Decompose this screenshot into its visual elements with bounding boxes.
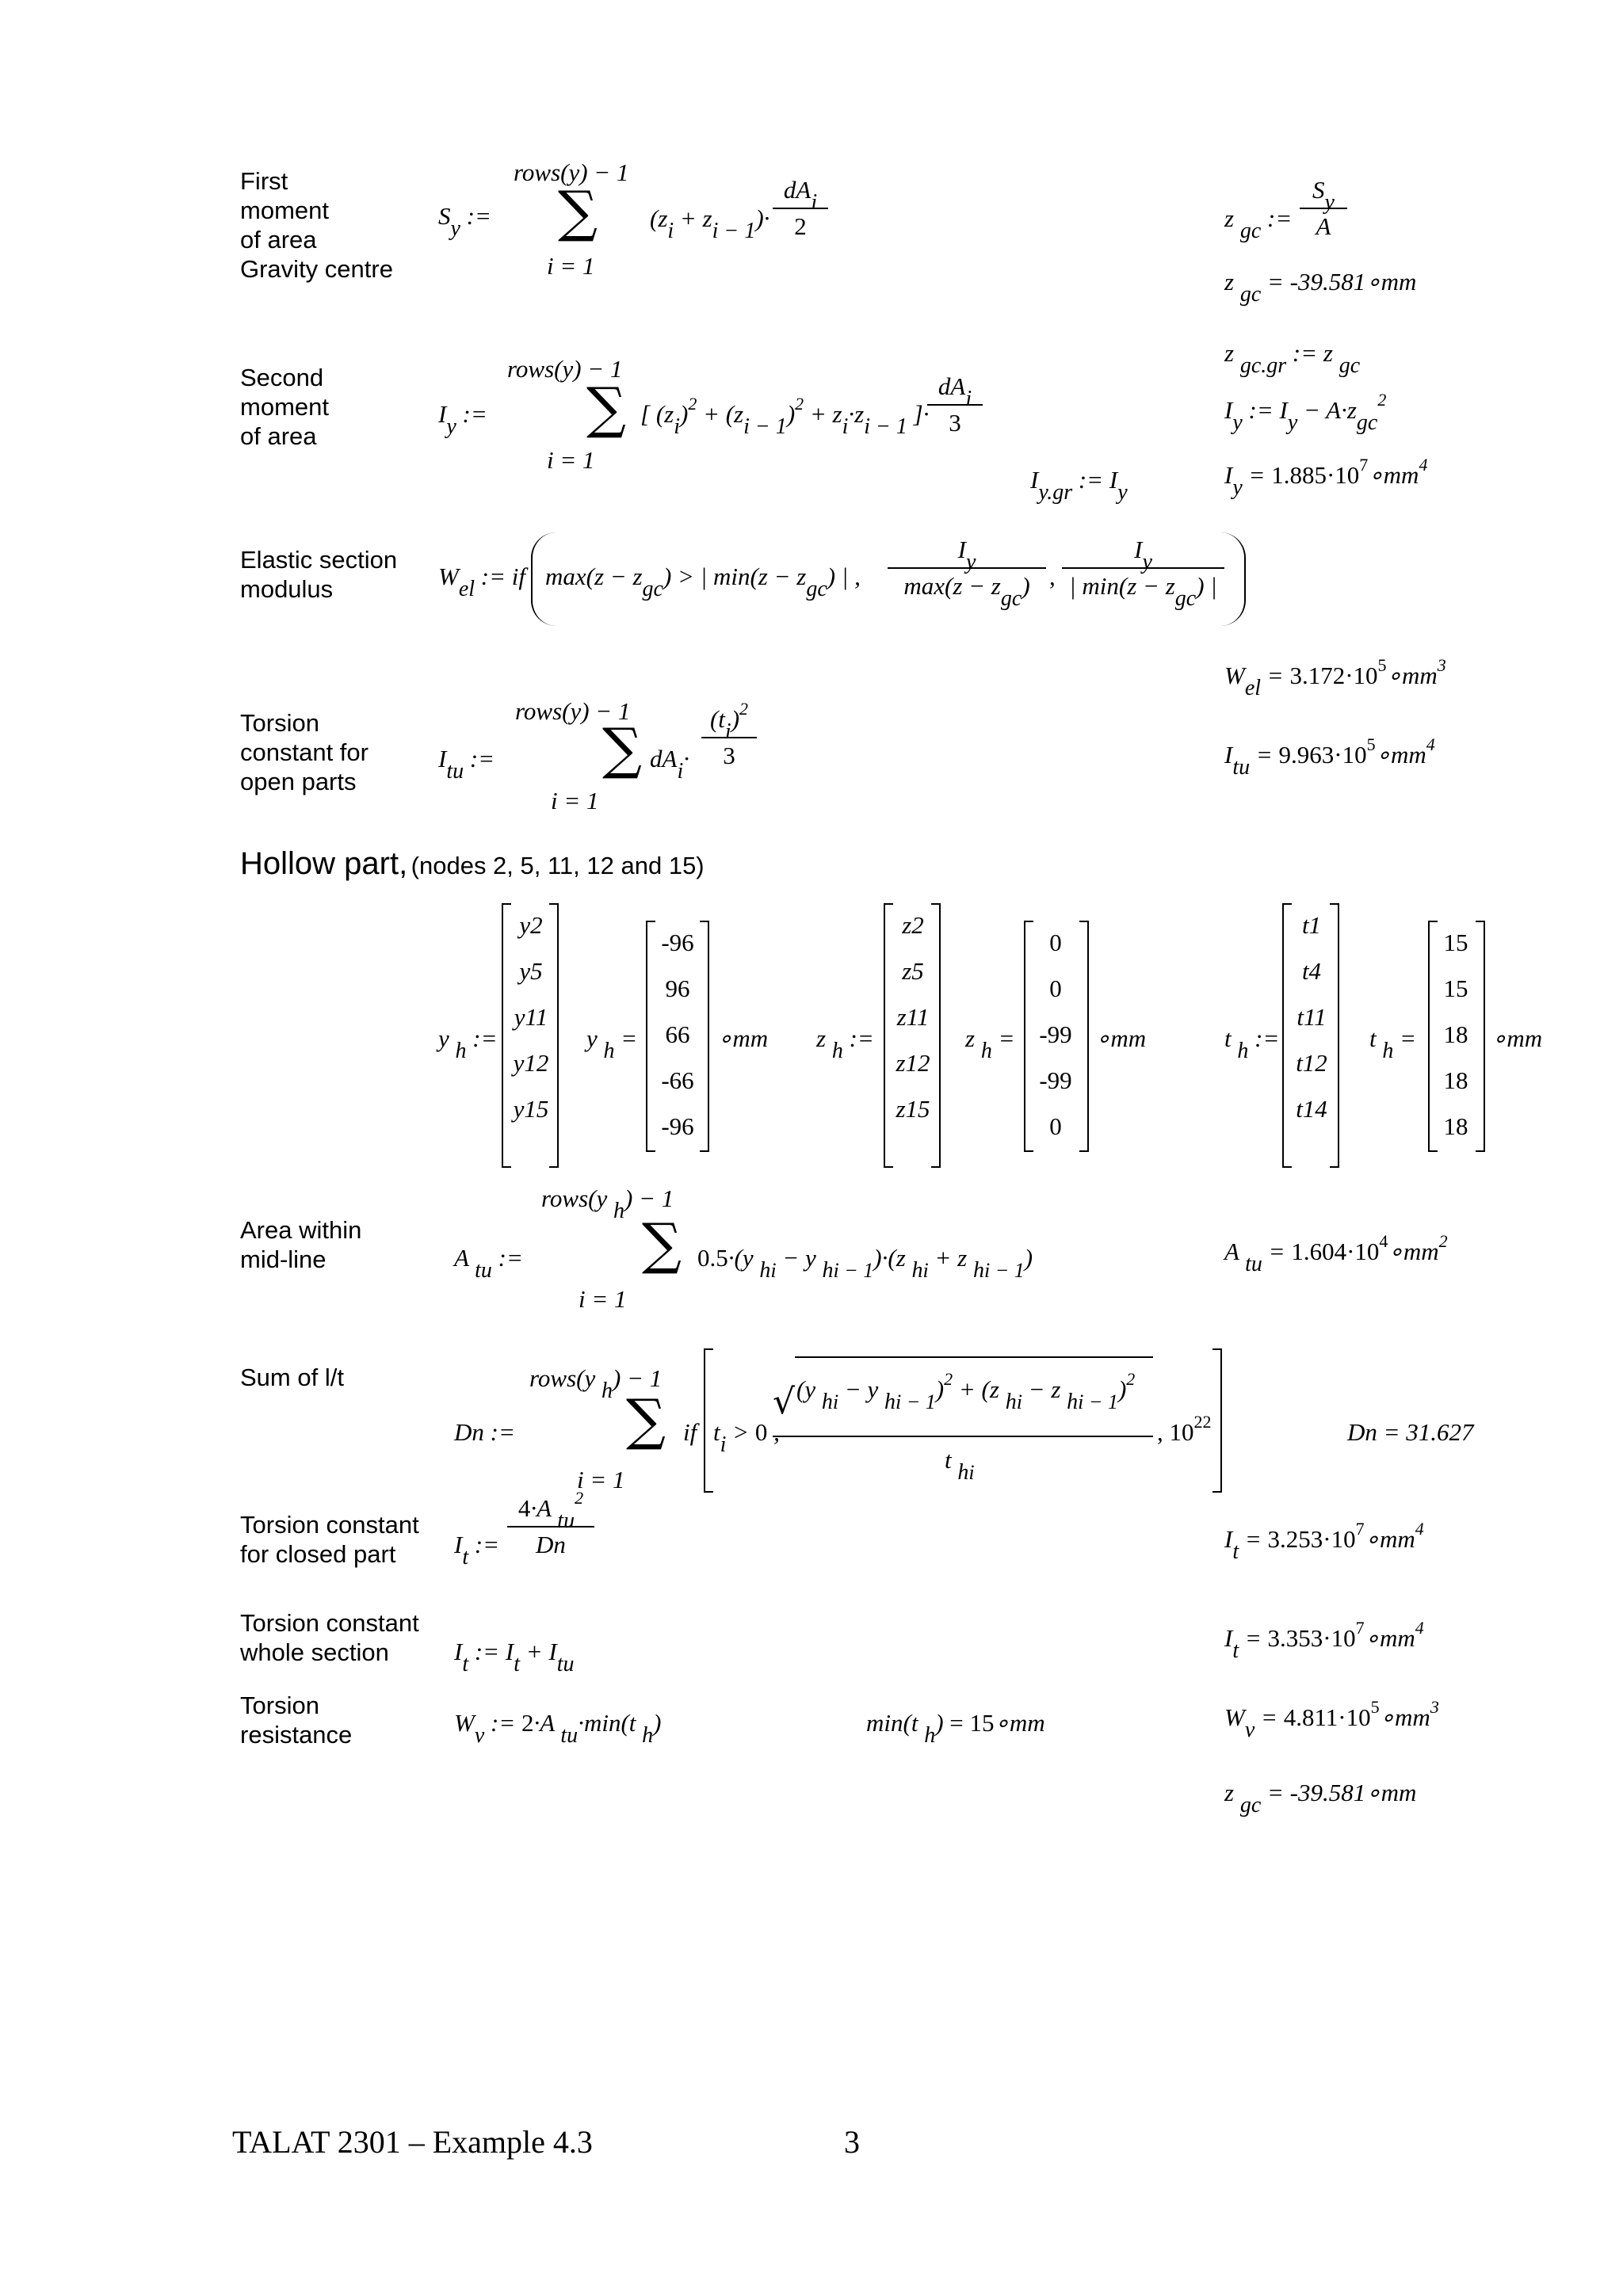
yh-assign: y h := bbox=[438, 1024, 498, 1063]
it-whole-value: $It = 3.353\cdot 10^7\circ mm^4$ bbox=[1224, 1618, 1424, 1663]
matrix-yh-values: -96 96 66 -66 -96 bbox=[661, 929, 694, 1140]
it-closed-value: $It = 3.253\cdot 10^7\circ mm^4$ bbox=[1224, 1519, 1424, 1564]
zgc-value: z gc = -39.581∘mm bbox=[1224, 268, 1417, 307]
iy-update: Iy := Iy − A·zgc$^2$ bbox=[1224, 390, 1387, 435]
zh-equals: z h = bbox=[965, 1024, 1015, 1063]
footer-page-number: 3 bbox=[844, 2124, 860, 2160]
label-elastic-modulus: Elastic section modulus bbox=[240, 546, 398, 603]
th-assign: t h := bbox=[1224, 1024, 1280, 1063]
wv-formula: Wv := 2·A tu·min(t h) bbox=[454, 1709, 662, 1748]
hollow-part-heading: Hollow part, (nodes 2, 5, 11, 12 and 15) bbox=[240, 846, 705, 881]
iy-gr-assign: Iy.gr := Iy bbox=[1030, 466, 1128, 505]
yh-equals: y h = bbox=[586, 1024, 638, 1063]
matrix-zh-symbols: z2 z5 z11 z12 z15 bbox=[896, 911, 930, 1123]
zgc-gr-assign: z gc.gr := z gc bbox=[1224, 339, 1361, 378]
matrix-th-values: 15 15 18 18 18 bbox=[1443, 929, 1468, 1140]
itu-value: Itu = $9.963\cdot 10^5\circ mm^4$ bbox=[1224, 734, 1435, 780]
dn-value: Dn = 31.627 bbox=[1347, 1418, 1474, 1446]
matrix-zh-values: 0 0 -99 -99 0 bbox=[1039, 929, 1072, 1140]
yh-unit: ∘mm bbox=[717, 1024, 769, 1052]
wel-value: Wel = $3.172\cdot 10^5\circ mm^3$ bbox=[1224, 655, 1446, 700]
zh-unit: ∘mm bbox=[1095, 1024, 1147, 1052]
atu-value: A tu = $1.604\cdot 10^4\circ mm^2$ bbox=[1224, 1231, 1448, 1276]
label-torsion-open: Torsion constant for open parts bbox=[240, 709, 369, 795]
iy-value: $Iy = 1.885\cdot 10^7\circ mm^4$ bbox=[1224, 455, 1428, 500]
matrix-yh-symbols: y2 y5 y11 y12 y15 bbox=[513, 911, 549, 1123]
min-th-value: min(t h) = 15∘mm bbox=[866, 1709, 1045, 1748]
zh-assign: z h := bbox=[816, 1024, 874, 1063]
label-torsion-whole: Torsion constant whole section bbox=[240, 1609, 419, 1666]
label-area-midline: Area within mid-line bbox=[240, 1216, 362, 1273]
th-unit: ∘mm bbox=[1491, 1024, 1543, 1052]
zgc-final-value: z gc = -39.581∘mm bbox=[1224, 1779, 1417, 1817]
label-torsion-closed: Torsion constant for closed part bbox=[240, 1511, 419, 1568]
label-sum-lt: Sum of l/t bbox=[240, 1363, 344, 1391]
label-second-moment: Second moment of area bbox=[240, 364, 329, 450]
wv-value: $Wv = 4.811\cdot 10^5\circ mm^3$ bbox=[1224, 1697, 1439, 1742]
footer-document-title: TALAT 2301 – Example 4.3 bbox=[232, 2124, 593, 2160]
label-first-moment: First moment of area Gravity centre bbox=[240, 167, 393, 283]
th-equals: t h = bbox=[1369, 1024, 1417, 1063]
it-whole-formula: It := It + Itu bbox=[454, 1638, 575, 1676]
label-torsion-resistance: Torsion resistance bbox=[240, 1691, 353, 1749]
matrix-th-symbols: t1 t4 t11 t12 t14 bbox=[1296, 911, 1327, 1123]
